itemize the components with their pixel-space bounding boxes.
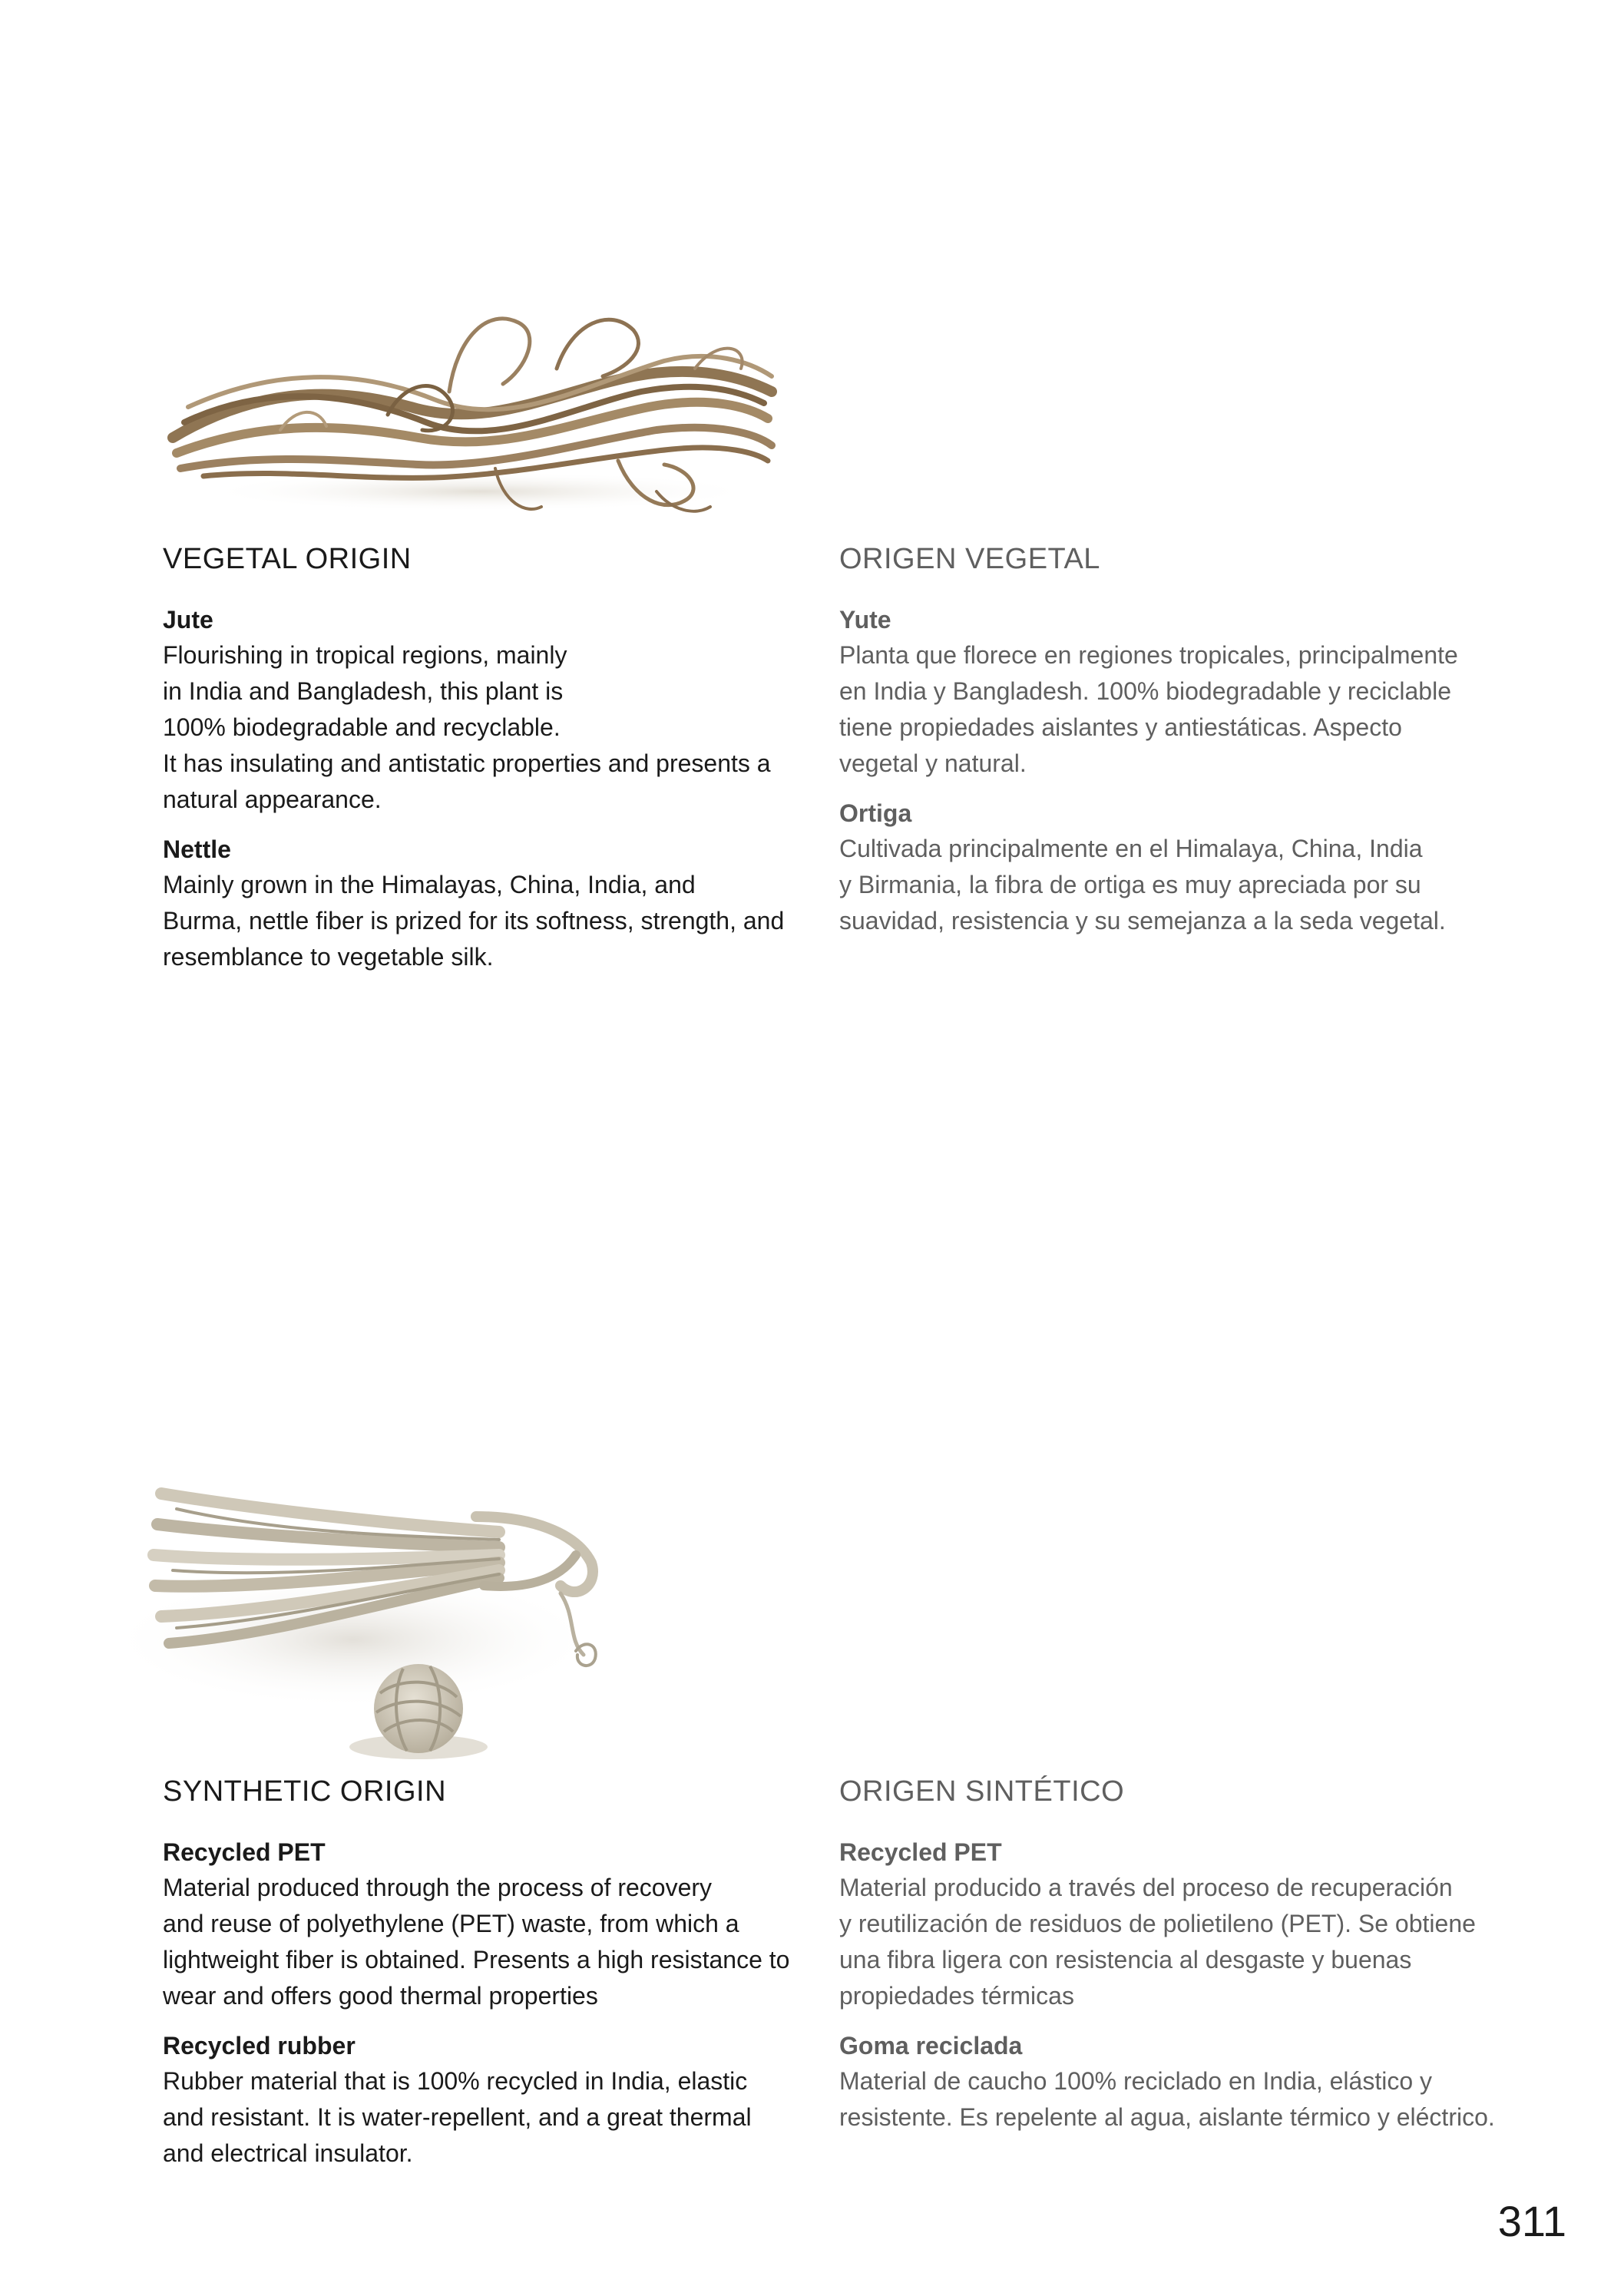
text-line: Mainly grown in the Himalayas, China, India, and — [163, 871, 696, 898]
text-line: Rubber material that is 100% recycled in India, elastic — [163, 2067, 748, 2095]
vegetal-origin-en — [163, 542, 808, 989]
text-line: lightweight fiber is obtained. Presents a high resistance to — [163, 1946, 790, 1973]
text-line: It has insulating and antistatic properties and presents a — [163, 749, 771, 777]
text-line: Material de caucho 100% reciclado en India, elástico y — [839, 2067, 1432, 2095]
text-line: Planta que florece en regiones tropicales, principalmente — [839, 641, 1458, 669]
recycled-pet-yarn-photo — [100, 1463, 668, 1770]
text-line: Burma, nettle fiber is prized for its softness, strength, and — [163, 907, 785, 935]
item-title-goma-reciclada: Goma reciclada — [839, 2032, 1023, 2059]
item-body-goma-reciclada — [839, 2063, 1495, 2136]
synthetic-origin-en — [163, 1775, 808, 2185]
text-line: Flourishing in tropical regions, mainly — [163, 641, 567, 669]
text-line: y Birmania, la fibra de ortiga es muy apreciada por su — [839, 871, 1421, 898]
text-line: vegetal y natural. — [839, 749, 1027, 777]
text-line: tiene propiedades aislantes y antiestáticas. Aspecto — [839, 713, 1402, 741]
item-body-recycled-pet — [163, 1870, 808, 2014]
text-line: en India y Bangladesh. 100% biodegradable y reciclable — [839, 677, 1451, 705]
text-line: Material producido a través del proceso de recuperación — [839, 1874, 1453, 1901]
text-line: suavidad, resistencia y su semejanza a la seda vegetal. — [839, 907, 1446, 935]
section-heading: ORIGEN SINTÉTICO — [839, 1775, 1125, 1808]
item-title-nettle: Nettle — [163, 835, 231, 863]
jute-fiber-photo — [157, 276, 787, 522]
vegetal-origin-es — [839, 542, 1484, 953]
item-body-recycled-pet-es — [839, 1870, 1484, 2014]
text-line: y reutilización de residuos de polietileno (PET). Se obtiene — [839, 1910, 1476, 1937]
text-line: and electrical insulator. — [163, 2139, 413, 2167]
section-heading: SYNTHETIC ORIGIN — [163, 1775, 447, 1808]
text-line: natural appearance. — [163, 786, 382, 813]
item-title-yute: Yute — [839, 606, 891, 634]
text-line: una fibra ligera con resistencia al desgaste y buenas — [839, 1946, 1412, 1973]
section-heading: ORIGEN VEGETAL — [839, 543, 1100, 575]
item-title-recycled-rubber: Recycled rubber — [163, 2032, 356, 2059]
text-line: wear and offers good thermal properties — [163, 1982, 598, 2010]
item-title-jute: Jute — [163, 606, 213, 634]
text-line: Cultivada principalmente en el Himalaya, China, India — [839, 835, 1423, 862]
text-line: resistente. Es repelente al agua, aislante térmico y eléctrico. — [839, 2103, 1495, 2131]
synthetic-origin-es — [839, 1775, 1495, 2149]
text-line: Material produced through the process of recovery — [163, 1874, 713, 1901]
text-line: and reuse of polyethylene (PET) waste, from which a — [163, 1910, 739, 1937]
text-line: 100% biodegradable and recyclable. — [163, 713, 561, 741]
item-title-recycled-pet: Recycled PET — [163, 1838, 326, 1866]
item-title-recycled-pet-es: Recycled PET — [839, 1838, 1002, 1866]
text-line: in India and Bangladesh, this plant is — [163, 677, 564, 705]
item-body-jute — [163, 637, 808, 818]
page-number: 311 — [1497, 2197, 1566, 2245]
text-line: propiedades térmicas — [839, 1982, 1074, 2010]
item-body-ortiga — [839, 831, 1484, 939]
text-line: resemblance to vegetable silk. — [163, 943, 494, 971]
item-title-ortiga: Ortiga — [839, 799, 912, 827]
item-body-nettle — [163, 867, 808, 975]
item-body-yute — [839, 637, 1484, 782]
text-line: and resistant. It is water-repellent, and a great thermal — [163, 2103, 752, 2131]
section-heading: VEGETAL ORIGIN — [163, 543, 412, 575]
item-body-recycled-rubber — [163, 2063, 808, 2172]
